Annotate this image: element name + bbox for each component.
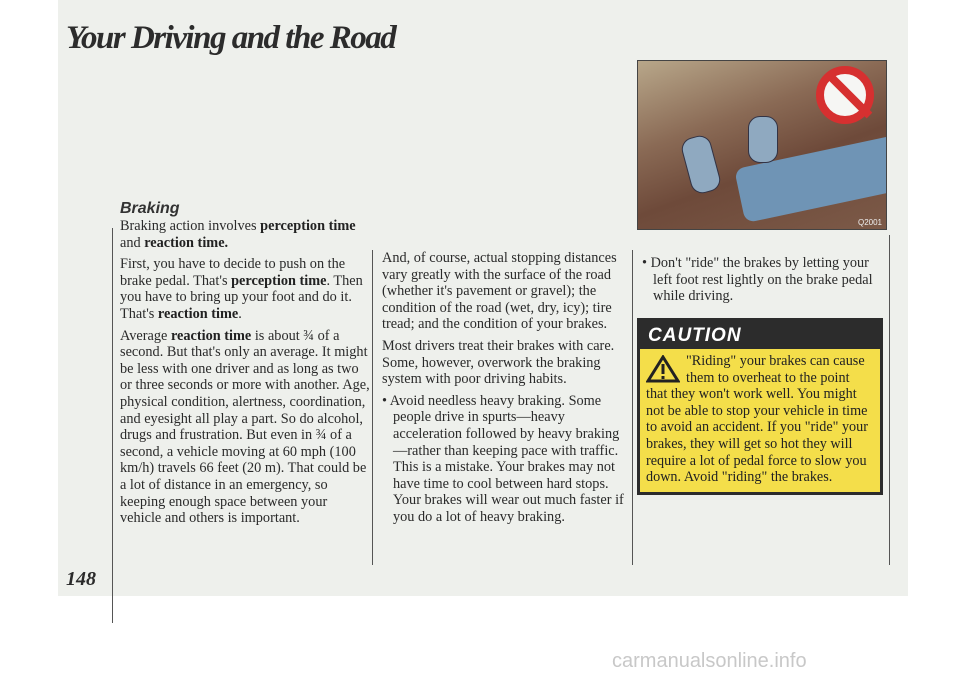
image-caption: Q2001 <box>857 218 882 227</box>
paragraph: First, you have to decide to push on the brake pedal. That's perception time. Then you have to bring up your foot and do it. That's reaction time. <box>120 256 363 322</box>
left-column <box>120 218 370 532</box>
page-title: Your Driving and the Road <box>66 20 396 56</box>
caution-text: "Riding" your brakes can cause them to overheat to the point that they won't work well. You might not be able to stop your vehicle in time to avoid an accident. If you "ride" your brakes, they will get so hot they will require a lot of pedal force to slow you down. Avoid "riding" the brakes. <box>646 353 868 486</box>
watermark: carmanualsonline.info <box>612 650 807 672</box>
no-sign-icon <box>816 66 874 124</box>
shoe-illustration <box>748 116 778 163</box>
bullet-item: • Avoid needless heavy braking. Some people drive in spurts—heavy acceleration followed by heavy braking—rather than keeping pace with traffic. This is a mistake. Your brakes may not have time to cool between hard stops. Your brakes will wear out much faster if you do a lot of heavy braking. <box>382 392 624 525</box>
page-number: 148 <box>66 568 96 590</box>
illustration-foot-on-brake <box>637 60 887 230</box>
shoe-illustration <box>679 133 723 196</box>
paragraph: Average reaction time is about ¾ of a second. But that's only an average. It might be less with one driver and as long as two or three seconds or more with another. Age, physical condition, alertness, coordination, and eyesight all play a part. So do alcohol, drugs and frustration. But even in ¾ of a second, a vehicle moving at 60 mph (100 km/h) travels 66 feet (20 m). That could be a lot of distance in an emergency, so keeping enough space between your vehicle and others is important. <box>120 327 370 527</box>
paragraph: And, of course, actual stopping distances vary greatly with the surface of the road (whether it's pavement or gravel); the condition of the road (wet, dry, icy); tire tread; and the condition of your brakes. <box>382 250 617 333</box>
caution-heading: CAUTION <box>648 325 742 346</box>
warning-triangle-icon <box>646 355 680 383</box>
right-rule <box>632 250 633 565</box>
paragraph: Braking action involves perception time and reaction time. <box>120 218 356 251</box>
middle-rule <box>372 250 373 565</box>
right-column <box>642 255 882 310</box>
bullet-item: • Don't "ride" the brakes by letting your left foot rest lightly on the brake pedal while driving. <box>642 255 873 305</box>
middle-column <box>382 250 630 531</box>
paragraph: Most drivers treat their brakes with care. Some, however, overwork the braking system with poor driving habits. <box>382 337 615 388</box>
caution-body <box>640 349 880 492</box>
left-rule <box>112 228 113 623</box>
caution-box <box>637 318 883 495</box>
section-heading: Braking <box>120 200 180 217</box>
outer-rule <box>889 235 890 565</box>
